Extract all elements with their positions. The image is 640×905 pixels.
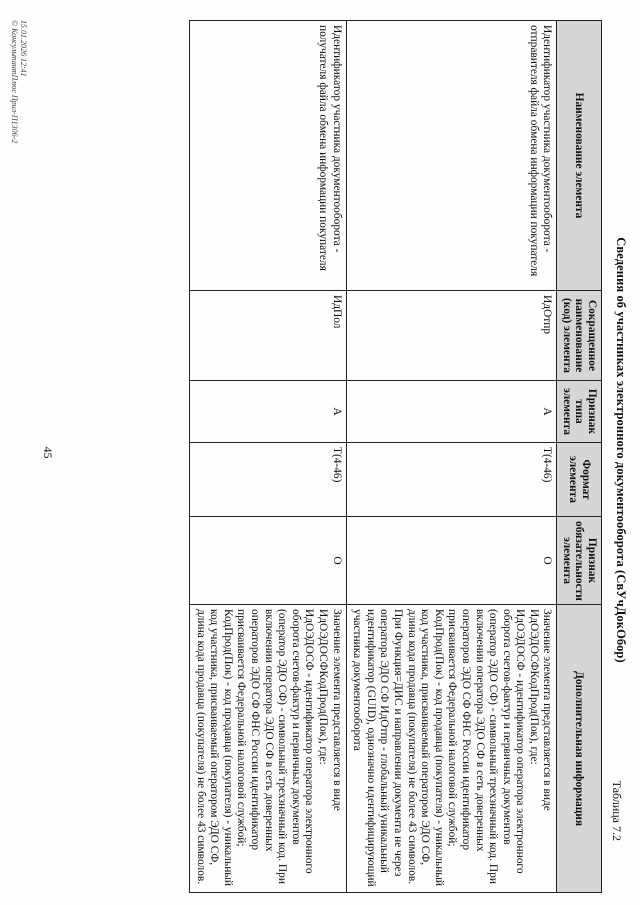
- table-header-row: [557, 21, 602, 893]
- element-info-cell: Значение элемента представляется в виде ИдОЭДОСФКодПрод(Пок), где: ИдОЭДОСФ - идентификатор оператора электронного оборота счетов-фактур и первичных документов (оператор ЭДО СФ) - символьный трехзначный код. При включении оператора ЭДО СФ в сеть доверенных операторов ЭДО СФ ФНС России идентификатор присваивается Федеральной налоговой службой; КодПрод(Пок) - код продавца (покупателя) - уникальный код участника, присваиваемый оператором ЭДО СФ, длина кода продавца (покупателя) не более 43 символов. При Функция=ДИС и направлении документа не через оператора ЭДО СФ ИдОтпр - глобальный уникальный идентификатор (GUID), однозначно идентифицирующий участника документооборота: [346, 605, 557, 893]
- element-name-cell: Идентификатор участника документооборота - получателя файла обмена информации покупателя: [190, 21, 347, 291]
- element-format-cell: Т(4-46): [190, 443, 347, 517]
- table-row: [346, 21, 557, 893]
- table-title: Сведения об участниках электронного документооборота (СвУчДокОбор): [614, 237, 628, 663]
- element-name-cell: Идентификатор участника документооборота - отправителя файла обмена информации покупателя: [346, 21, 557, 291]
- elements-table: [189, 20, 602, 893]
- element-code-cell: ИдОтпр: [346, 291, 557, 381]
- page-number: 45: [41, 446, 55, 459]
- column-header: Сокращенное наименование (код) элемента: [557, 291, 602, 381]
- element-required-cell: О: [190, 517, 347, 605]
- element-required-cell: О: [346, 517, 557, 605]
- element-format-cell: Т(4-46): [346, 443, 557, 517]
- footer-source: © КонсультантПлюс Прил-П1306-2: [10, 20, 19, 144]
- table-row: [190, 21, 347, 893]
- column-header: Формат элемента: [557, 443, 602, 517]
- column-header: Дополнительная информация: [557, 605, 602, 893]
- footer-date: 15.01.2026 12:41: [19, 20, 28, 77]
- column-header: Признак обязательности элемента: [557, 517, 602, 605]
- element-info-cell: Значение элемента представляется в виде ИдОЭДОСФКодПрод(Пок), где: ИдОЭДОСФ - идентификатор оператора электронного оборота счетов-фактур и первичных документов (оператор ЭДО СФ) - символьный трехзначный код. При включении оператора ЭДО СФ в сеть доверенных операторов ЭДО СФ ФНС России идентификатор присваивается Федеральной налоговой службой; КодПрод(Пок) - код продавца (покупателя) - уникальный код участника, присваиваемый оператором ЭДО СФ, длина кода продавца (покупателя) не более 43 символов.: [190, 605, 347, 893]
- table-caption: Таблица 7.2: [610, 780, 624, 841]
- column-header: Наименование элемента: [557, 21, 602, 291]
- element-type-cell: А: [346, 381, 557, 443]
- footer-stamp: [10, 20, 28, 143]
- column-header: Признак типа элемента: [557, 381, 602, 443]
- element-code-cell: ИдПол: [190, 291, 347, 381]
- element-type-cell: А: [190, 381, 347, 443]
